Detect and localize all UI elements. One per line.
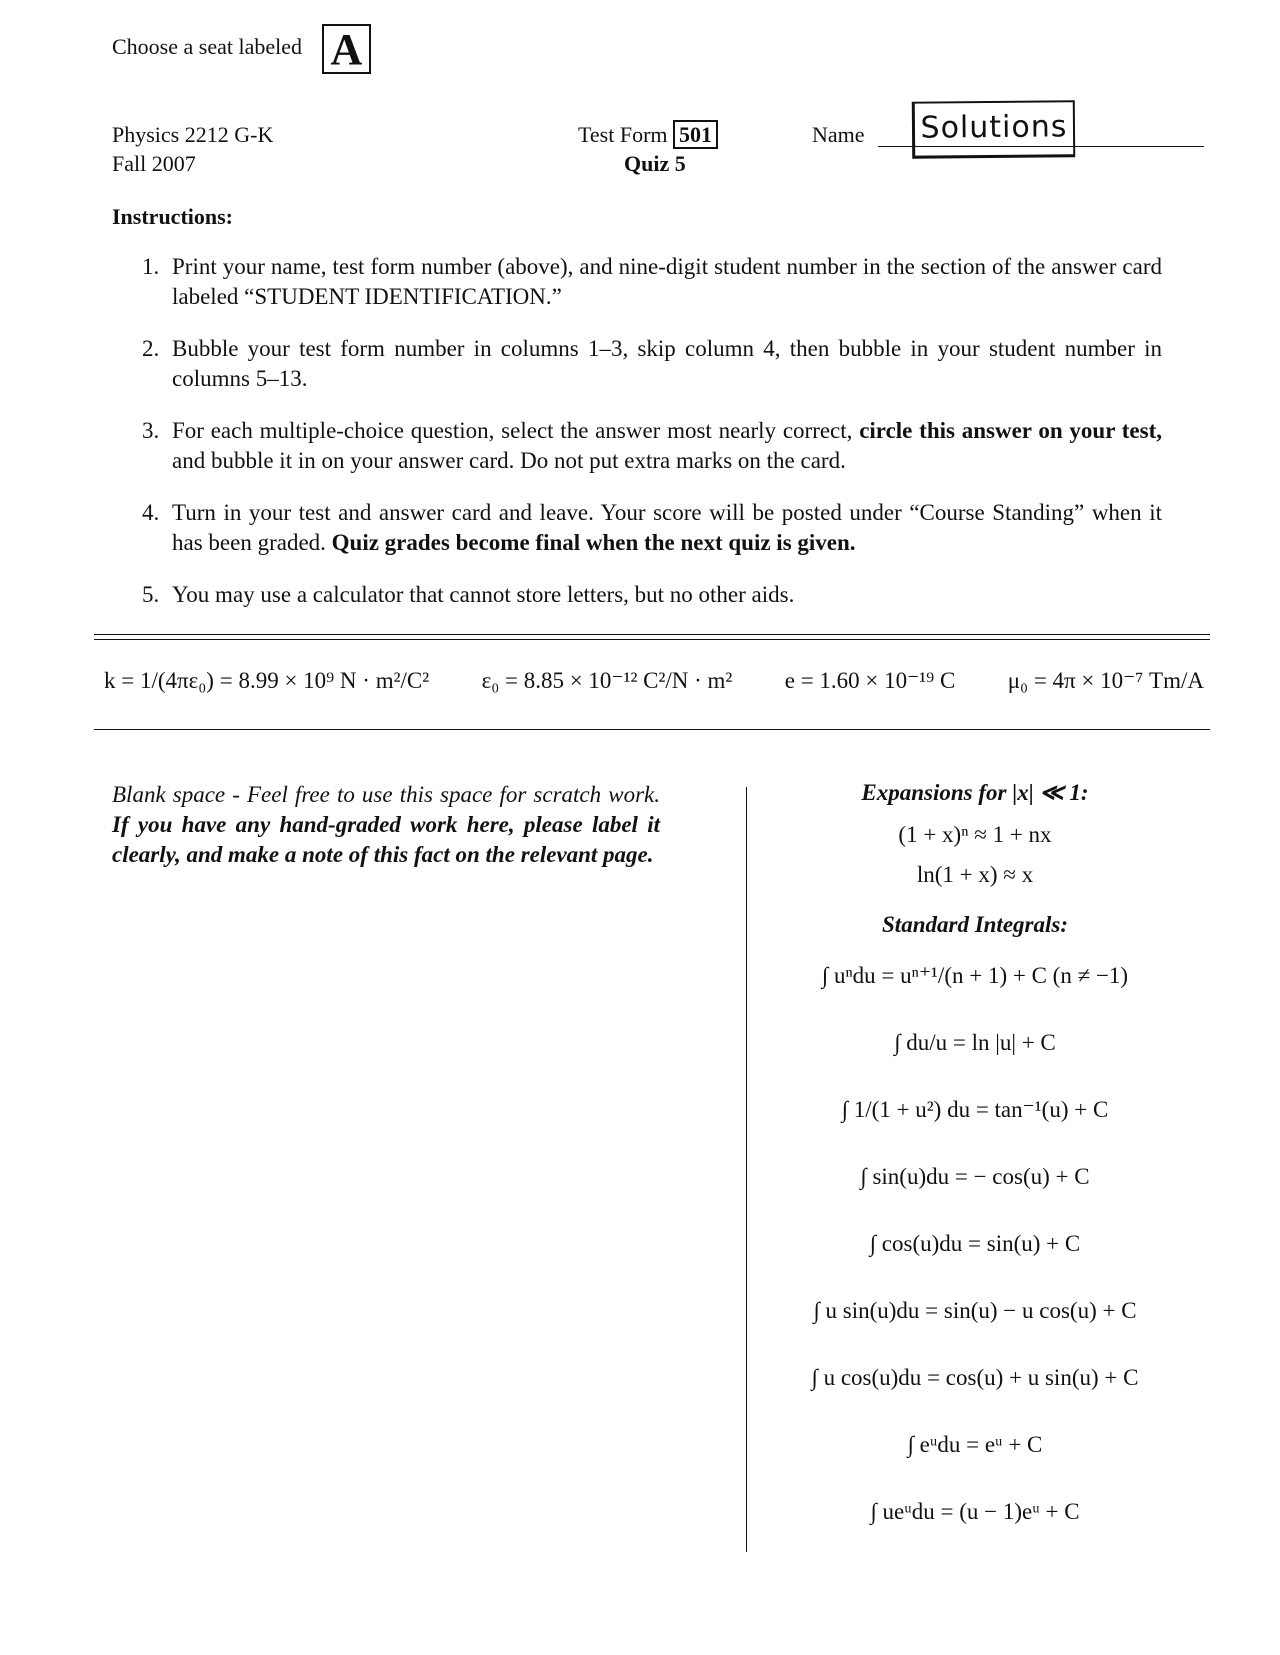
constant-epsilon0: ε₀ = 8.85 × 10⁻¹² C²/N · m² (481, 668, 733, 693)
instruction-item: 4. Turn in your test and answer card and leave. Your score will be posted under “Course Standing” when it has been graded. Quiz grades become final when the next quiz is given. (142, 500, 1162, 555)
double-rule-bottom (94, 639, 1210, 640)
integral-reciprocal: ∫ du/u = ln |u| + C (894, 1030, 1056, 1055)
instruction-item: 5. You may use a calculator that cannot store letters, but no other aids. (142, 582, 795, 607)
integral-u-sin: ∫ u sin(u)du = sin(u) − u cos(u) + C (813, 1298, 1137, 1323)
integral-sin: ∫ sin(u)du = − cos(u) + C (860, 1164, 1090, 1189)
expansion-log: ln(1 + x) ≈ x (916, 862, 1034, 887)
expansion-binomial: (1 + x)ⁿ ≈ 1 + nx (898, 822, 1052, 847)
instructions-list (142, 252, 1162, 632)
column-divider (746, 787, 747, 1552)
instructions-heading: Instructions: (112, 204, 234, 229)
instruction-item: 3. For each multiple-choice question, select the answer most nearly correct, circle this answer on your test, and bubble it in on your answer card. Do not put extra marks on the card. (142, 418, 1162, 473)
seat-line (112, 24, 371, 74)
integral-arctan: ∫ 1/(1 + u²) du = tan⁻¹(u) + C (841, 1097, 1109, 1122)
name-label: Name (812, 122, 865, 147)
handwritten-name: Solutions (912, 100, 1075, 158)
integral-u-exp: ∫ ueᵘdu = (u − 1)eᵘ + C (870, 1499, 1080, 1524)
integral-cos: ∫ cos(u)du = sin(u) + C (869, 1231, 1081, 1256)
constant-k: k = 1/(4πε₀) = 8.99 × 10⁹ N · m²/C² (104, 668, 430, 693)
constant-e: e = 1.60 × 10⁻¹⁹ C (784, 668, 956, 693)
instruction-item: 2. Bubble your test form number in columns 1–3, skip column 4, then bubble in your student number in columns 5–13. (142, 336, 1162, 391)
integrals-heading: Standard Integrals: (882, 912, 1068, 937)
seat-prompt: Choose a seat labeled (112, 34, 302, 60)
instruction-item: 1. Print your name, test form number (above), and nine-digit student number in the section of the answer card labeled “STUDENT IDENTIFICATION.” (142, 254, 1162, 309)
integral-exp: ∫ eᵘdu = eᵘ + C (907, 1432, 1043, 1457)
constants-line (104, 668, 1204, 694)
scratch-note: Blank space - Feel free to use this space for scratch work. If you have any hand-graded work here, please label it clearly, and make a note of this fact on the relevant page. (112, 782, 660, 867)
expansions-heading: Expansions for |x| ≪ 1: (861, 780, 1089, 805)
test-form (578, 120, 718, 150)
integral-power: ∫ uⁿdu = uⁿ⁺¹/(n + 1) + C (n ≠ −1) (821, 963, 1129, 988)
quiz-title: Quiz 5 (624, 151, 686, 176)
term: Fall 2007 (112, 151, 196, 176)
constant-mu0: μ₀ = 4π × 10⁻⁷ Tm/A (1007, 668, 1204, 693)
integral-u-cos: ∫ u cos(u)du = cos(u) + u sin(u) + C (811, 1365, 1139, 1390)
test-form-label: Test Form (578, 122, 668, 147)
seat-label-box: A (322, 24, 372, 74)
course-name: Physics 2212 G-K (112, 122, 274, 147)
constants-rule (94, 729, 1210, 730)
test-form-number: 501 (673, 120, 718, 149)
double-rule-top (94, 634, 1210, 635)
